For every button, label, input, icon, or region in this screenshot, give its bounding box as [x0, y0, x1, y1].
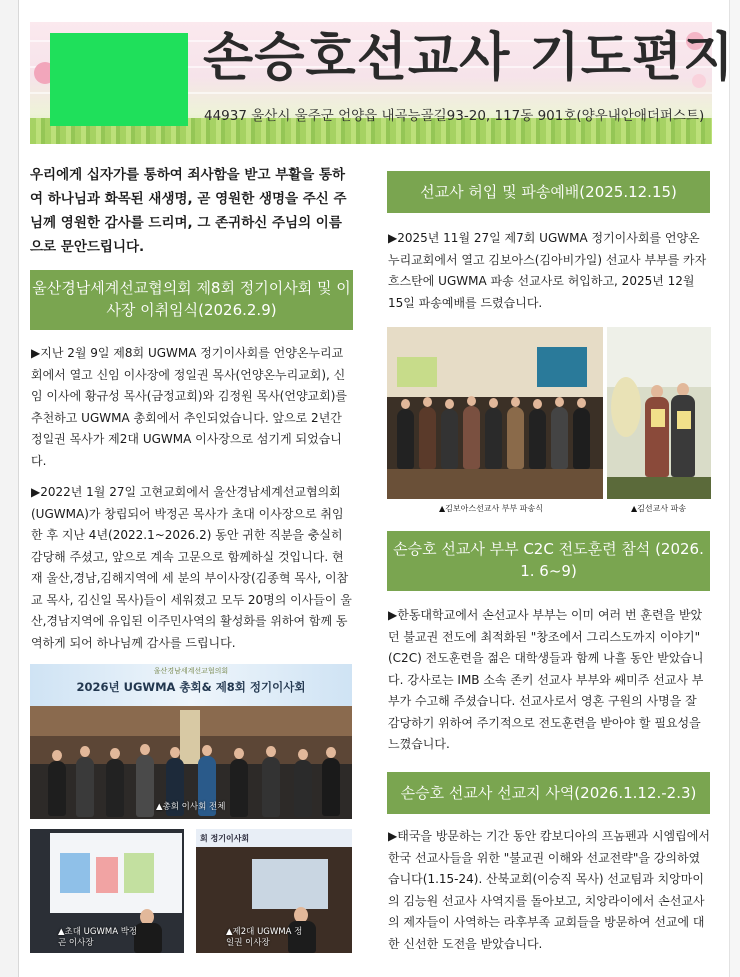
photo-incoming-chairman — [196, 829, 352, 953]
paragraph-board-meeting-2: ▶2022년 1월 27일 고현교회에서 울산경남세계선교협의회(UGWMA)가 창립되어 박정곤 목사가 초대 이사장으로 취임한 후 지난 4년(2022.1~2026.2) 동안 귀한 직분을 충실히 감당해 주셨고, 앞으로 계속 고문으로 함께하실 것입니다. 현재 울산,경남,김해지역에 세 분의 부이사장(김종혁 목사, 이참교 목사, 김신일 목사)들이 세워졌고 모두 20명의 이사들이 울산,경남지역에 유입된 이주민사역의 활성화를 위하여 함께 동역하게 되어 하나님께 감사를 드립니다. — [31, 485, 352, 650]
paragraph-field-ministry: ▶태국을 방문하는 기간 동안 캄보디아의 프놈펜과 시엠립에서 한국 선교사들을 위한 "불교권 이해와 선교전략"을 강의하였습니다(1.15-24). 산북교회(이승직 목사) 선교팀과 치앙마이의 김능원 선교사 사역지를 돌아보고, 치앙라이에서 손선교사의 제자들이 사역하는 라후부족 교회들을 방문하여 선교에 대한 신선한 도전을 받았습니다. — [388, 829, 710, 951]
paragraph-board-meeting-1: ▶지난 2월 9일 제8회 UGWMA 정기이사회를 언양온누리교회에서 열고 신임 이사장에 정일권 목사(언양온누리교회), 신임 이사에 황규성 목사(금정교회)와 김정원 목사(언양교회)를 추천하고 UGWMA 총회에서 추인되었습니다. 앞으로 2년간 정일권 목사가 제2대 UGWMA 이사장으로 섬기게 되었습니다. — [31, 346, 348, 468]
section-heading-field-ministry: 손승호 선교사 선교지 사역(2026.1.12.-2.3) — [387, 772, 710, 814]
paragraph-sending: ▶2025년 11월 27일 제7회 UGWMA 정기이사회를 언양온누리교회에서 열고 김보아스(김아비가일) 선교사 부부를 카자흐스탄에 UGWMA 파송 선교사로 허입하고, 2025년 12월 15일 파송예배를 드렸습니다. — [388, 231, 707, 310]
page-edge-left — [0, 0, 19, 977]
section-heading-c2c: 손승호 선교사 부부 C2C 전도훈련 참석 (2026. 1. 6~9) — [387, 531, 710, 591]
photo-general-meeting — [30, 664, 352, 819]
page-title: 손승호선교사 기도편지 — [203, 28, 735, 88]
photo-incoming-banner: 회 정기이사회 — [200, 834, 250, 843]
photo-banner-main: 2026년 UGWMA 총회& 제8회 정기이사회 — [76, 680, 306, 694]
photo-caption-general-meeting: ▲총회 이사회 전체 — [156, 802, 226, 812]
photo-caption-sending-left: ▲김보아스선교사 부부 파송식 — [439, 504, 543, 513]
section-heading-board-meeting: 울산경남세계선교협의회 제8회 정기이사회 및 이사장 이취임식(2026.2.9) — [30, 270, 353, 330]
paragraph-c2c: ▶한동대학교에서 손선교사 부부는 이미 여러 번 훈련을 받았던 불교권 전도에 최적화된 "창조에서 그리스도까지 이야기"(C2C) 전도훈련을 젊은 대학생들과 함께 나흘 동안 받았습니다. 강사로는 IMB 소속 존키 선교사 부부와 쌔미주 선교사 부부가 수고해 주셨습니다. 선교사로서 영혼 구원의 사명을 잘 감당하기 위하여 주기적으로 전도훈련을 받아야 할 필요성을 느꼈습니다. — [388, 608, 704, 751]
greeting-text: 우리에게 십자가를 통하여 죄사함을 받고 부활을 통하여 하나님과 화목된 새생명, 곧 영원한 생명을 주신 주님께 영원한 감사를 드리며, 그 존귀하신 주님의 이름으로 문안드립니다. — [30, 167, 347, 255]
address: 44937 울산시 울주군 언양읍 내곡능골길93-20, 117동 901호(양우내안애더퍼스트) — [204, 108, 705, 124]
photo-sending-ceremony — [387, 327, 603, 499]
photo-banner — [30, 664, 352, 706]
photo-outgoing-chairman — [30, 829, 184, 953]
photo-banner-small: 울산경남세계선교협의회 — [153, 667, 229, 675]
logo-block — [50, 33, 188, 126]
photo-caption-sending-right: ▲김선교사 파송 — [631, 504, 687, 513]
section-heading-sending: 선교사 허입 및 파송예배(2025.12.15) — [387, 171, 710, 213]
photo-caption-incoming: ▲제2대 UGWMA 정일권 이사장 — [226, 927, 303, 948]
photo-sending-missionary — [607, 327, 711, 499]
page-edge-right — [729, 0, 740, 977]
photo-caption-outgoing: ▲초대 UGWMA 박정곤 이사장 — [58, 927, 138, 948]
